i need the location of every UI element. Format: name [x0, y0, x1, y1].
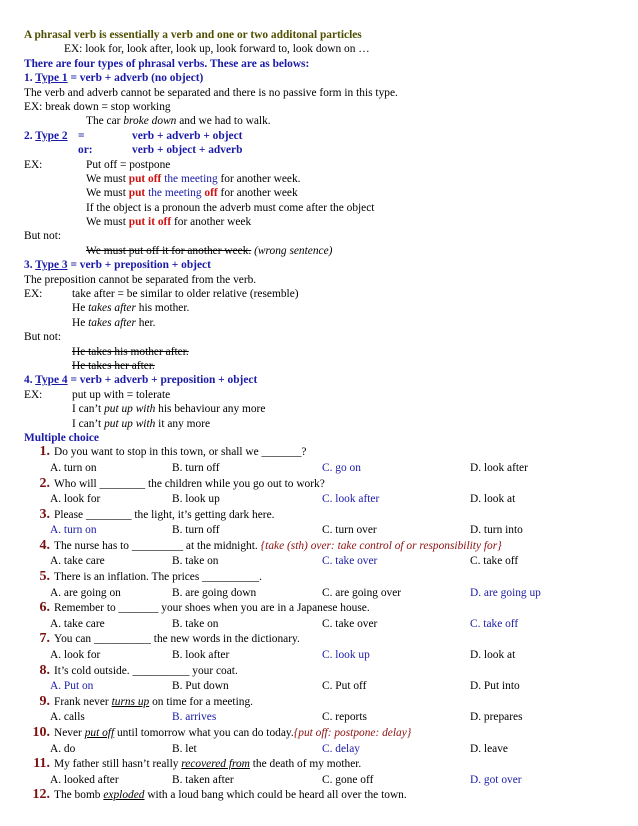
- type2-s1-c: the meeting: [161, 172, 218, 185]
- type3-s2-a: He: [72, 316, 89, 329]
- option-a[interactable]: A. do: [50, 742, 76, 755]
- type3-example-def: [24, 287, 624, 301]
- type1-example-sentence: [24, 114, 624, 128]
- type2-s2-a: We must: [86, 187, 129, 200]
- type1-ex1: break down = stop working: [45, 100, 171, 113]
- question-text-post: with a loud bang which could be heard all over the town.: [144, 789, 407, 802]
- option-c[interactable]: C. look up: [322, 649, 370, 662]
- type4-s2-a: I can’t: [72, 417, 105, 430]
- type3-s2-c: her.: [135, 316, 156, 329]
- question-text-pre: Never: [54, 727, 85, 740]
- option-c[interactable]: C. gone off: [322, 773, 374, 786]
- type2-s3-c: for another week: [171, 216, 252, 229]
- type2-wrong-note: (wrong sentence): [251, 244, 333, 257]
- multiple-choice-list: [24, 445, 624, 804]
- type2-but-not: But not:: [24, 230, 62, 243]
- type2-sentence1: [24, 172, 624, 186]
- question-row: [24, 539, 624, 555]
- type3-wrong1-text: He takes his mother after.: [72, 345, 189, 358]
- type2-s1-a: We must: [86, 172, 129, 185]
- option-a[interactable]: A. look for: [50, 649, 101, 662]
- type2-s2-b: put: [128, 187, 146, 200]
- question-text-post: on time for a meeting.: [149, 695, 254, 708]
- type2-num: 2.: [24, 129, 33, 142]
- type2-s1-d: for another week.: [217, 172, 301, 185]
- type3-ex-label: EX:: [24, 288, 43, 301]
- question-text: It’s cold outside. __________ your coat.: [54, 664, 238, 677]
- options-row: [24, 554, 624, 570]
- type3-s1-a: He: [72, 302, 89, 315]
- type4-sentence1: [24, 402, 624, 416]
- option-b[interactable]: B. turn off: [172, 524, 220, 537]
- option-b[interactable]: B. take on: [172, 555, 219, 568]
- option-a[interactable]: A. turn on: [50, 461, 97, 474]
- type2-s2-c: the meeting: [145, 187, 205, 200]
- type2-formula1: verb + adverb + object: [132, 129, 243, 142]
- type1-ex2-italic: broke down: [123, 115, 177, 128]
- intro-examples: EX: look for, look after, look up, look forward to, look down on …: [64, 43, 370, 56]
- question-text-post: the death of my mother.: [249, 758, 362, 771]
- type3-sentence1: [24, 301, 624, 315]
- question-row: [24, 664, 624, 680]
- type3-wrong2: [24, 359, 624, 373]
- question-underlined-phrase: put off: [84, 727, 115, 740]
- question-row: [24, 601, 624, 617]
- four-types-heading: There are four types of phrasal verbs. These are as belows:: [24, 57, 310, 70]
- question-number: 11.: [33, 756, 50, 772]
- option-b[interactable]: B. turn off: [172, 461, 220, 474]
- type2-eq: =: [78, 129, 85, 142]
- option-a[interactable]: A. looked after: [50, 773, 119, 786]
- options-row: [24, 461, 624, 477]
- type2-formula2: verb + object + adverb: [132, 144, 243, 157]
- options-row: [24, 648, 624, 664]
- question-row: [24, 445, 624, 461]
- type4-s1-b: put up with: [104, 403, 156, 416]
- type4-s2-b: put up with: [104, 417, 156, 430]
- type1-example-def: [24, 100, 624, 114]
- question-number: 2.: [39, 475, 50, 491]
- intro-title: A phrasal verb is essentially a verb and one or two additonal particles: [24, 29, 362, 41]
- type3-s1-b: takes after: [88, 302, 136, 315]
- type4-num: 4.: [24, 374, 33, 387]
- question-number: 3.: [39, 506, 50, 522]
- question-underlined-phrase: recovered from: [181, 758, 250, 771]
- type3-sentence2: [24, 316, 624, 330]
- question-row: [24, 726, 624, 742]
- type2-sentence3: [24, 215, 624, 229]
- question-note: {put off: postpone: delay}: [293, 727, 412, 740]
- option-c[interactable]: C. turn over: [322, 524, 377, 537]
- type2-or: or:: [78, 144, 93, 157]
- question-row: [24, 477, 624, 493]
- option-c[interactable]: C. delay: [322, 742, 360, 755]
- question-text-pre: The bomb: [54, 789, 104, 802]
- type4-heading: [24, 373, 624, 387]
- option-b[interactable]: B. Put down: [172, 680, 229, 693]
- option-c[interactable]: C. take over: [322, 555, 378, 568]
- question-underlined-phrase: turns up: [111, 695, 150, 708]
- question-text: The nurse has to _________ at the midnight.: [54, 539, 261, 552]
- option-c[interactable]: C. take over: [322, 617, 378, 630]
- options-row: [24, 679, 624, 695]
- option-c[interactable]: C. look after: [322, 493, 380, 506]
- question-number: 12.: [32, 787, 50, 803]
- type3-desc: The preposition cannot be separated from the verb.: [24, 273, 257, 286]
- question-text: There is an inflation. The prices __________.: [54, 571, 262, 584]
- type2-ex-label: EX:: [24, 158, 43, 171]
- question-underlined-phrase: exploded: [103, 789, 145, 802]
- option-d[interactable]: D. look after: [470, 461, 528, 474]
- type1-label: Type 1: [35, 72, 68, 85]
- option-b[interactable]: B. look up: [172, 493, 220, 506]
- type2-s3-b: put it off: [128, 216, 172, 229]
- option-d[interactable]: D. got over: [470, 773, 522, 786]
- question-row: [24, 508, 624, 524]
- option-d[interactable]: D. prepares: [470, 711, 523, 724]
- question-number: 10.: [32, 725, 50, 741]
- type2-s2-d: off: [204, 187, 218, 200]
- type2-sentence2: [24, 186, 624, 200]
- type4-ex-def: put up with = tolerate: [72, 388, 171, 401]
- question-row: [24, 632, 624, 648]
- option-a[interactable]: A. take care: [50, 555, 105, 568]
- type2-wrong: We must put off it for another week.: [86, 244, 252, 257]
- question-text-pre: My father still hasn’t really: [54, 758, 182, 771]
- type3-wrong1: [24, 345, 624, 359]
- type3-formula: = verb + preposition + object: [67, 259, 211, 272]
- options-row: [24, 523, 624, 539]
- options-row: [24, 617, 624, 633]
- type3-s1-c: his mother.: [135, 302, 190, 315]
- option-d[interactable]: D. turn into: [470, 524, 523, 537]
- option-b[interactable]: B. taken after: [172, 773, 234, 786]
- type1-heading: [24, 71, 624, 85]
- type1-formula: = verb + adverb (no object): [70, 72, 204, 85]
- type4-s1-c: his behaviour any more: [155, 403, 266, 416]
- option-d[interactable]: C. take off: [470, 617, 519, 630]
- type1-desc: The verb and adverb cannot be separated and there is no passive form in this type.: [24, 86, 398, 99]
- question-number: 9.: [39, 693, 50, 709]
- type4-sentence2: [24, 417, 624, 431]
- option-c[interactable]: C. Put off: [322, 680, 367, 693]
- question-text: Please ________ the light, it’s getting dark here.: [54, 508, 275, 521]
- question-row: [24, 570, 624, 586]
- type3-s2-b: takes after: [88, 316, 136, 329]
- type1-ex-label: EX:: [24, 100, 43, 113]
- type1-ex2-pre: The car: [86, 115, 124, 128]
- option-d[interactable]: D. leave: [470, 742, 508, 755]
- question-row: [24, 757, 624, 773]
- type3-heading: [24, 258, 624, 272]
- question-number: 7.: [39, 631, 50, 647]
- type2-s1-b: put off: [128, 172, 162, 185]
- question-text: Who will ________ the children while you go out to work?: [54, 477, 325, 490]
- type3-but-not: But not:: [24, 331, 62, 344]
- multiple-choice-heading: Multiple choice: [24, 431, 99, 444]
- type2-example-def: [24, 158, 624, 172]
- type2-or-line: [24, 143, 624, 157]
- question-row: [24, 695, 624, 711]
- options-row: [24, 492, 624, 508]
- option-d[interactable]: C. take off: [470, 555, 519, 568]
- option-b[interactable]: B. take on: [172, 617, 219, 630]
- document-page: [24, 28, 624, 804]
- option-a[interactable]: A. calls: [50, 711, 85, 724]
- question-number: 5.: [39, 569, 50, 585]
- option-d[interactable]: D. look at: [470, 493, 516, 506]
- type2-heading: [24, 129, 624, 143]
- type4-s1-a: I can’t: [72, 403, 105, 416]
- option-d[interactable]: D. are going up: [470, 586, 541, 599]
- question-number: 8.: [39, 662, 50, 678]
- option-b[interactable]: B. look after: [172, 649, 230, 662]
- type1-ex2-post: and we had to walk.: [176, 115, 271, 128]
- question-note: {take (sth) over: take control of or responsibility for}: [260, 539, 502, 552]
- type1-num: 1.: [24, 72, 33, 85]
- question-number: 1.: [39, 444, 50, 460]
- type3-wrong2-text: He takes her after.: [72, 359, 155, 372]
- options-row: [24, 742, 624, 758]
- question-text: You can __________ the new words in the dictionary.: [54, 633, 300, 646]
- question-row: [24, 788, 624, 804]
- type3-ex-def: take after = be similar to older relative (resemble): [72, 288, 299, 301]
- question-number: 4.: [39, 537, 50, 553]
- type4-s2-c: it any more: [155, 417, 211, 430]
- option-a[interactable]: A. turn on: [50, 524, 97, 537]
- option-b[interactable]: B. are going down: [172, 586, 257, 599]
- type2-ex-def: Put off = postpone: [86, 158, 171, 171]
- option-c[interactable]: C. reports: [322, 711, 367, 724]
- type3-num: 3.: [24, 259, 33, 272]
- options-row: [24, 710, 624, 726]
- type2-wrong-sentence: [24, 244, 624, 258]
- type4-label: Type 4: [35, 374, 68, 387]
- type2-label: Type 2: [35, 129, 68, 142]
- question-number: 6.: [39, 600, 50, 616]
- option-b[interactable]: B. let: [172, 742, 197, 755]
- option-a[interactable]: A. Put on: [50, 680, 94, 693]
- option-b[interactable]: B. arrives: [172, 711, 217, 724]
- question-text: Remember to _______ your shoes when you are in a Japanese house.: [54, 602, 370, 615]
- type2-s2-e: for another week: [217, 187, 298, 200]
- type4-example-def: [24, 388, 624, 402]
- options-row: [24, 773, 624, 789]
- type2-pronoun-rule: If the object is a pronoun the adverb must come after the object: [86, 201, 375, 214]
- type4-ex-label: EX:: [24, 388, 43, 401]
- option-a[interactable]: A. look for: [50, 493, 101, 506]
- type2-s3-a: We must: [86, 216, 129, 229]
- options-row: [24, 586, 624, 602]
- type3-label: Type 3: [35, 259, 68, 272]
- option-a[interactable]: A. take care: [50, 617, 105, 630]
- option-d[interactable]: D. look at: [470, 649, 516, 662]
- question-text-post: until tomorrow what you can do today.: [114, 727, 294, 740]
- option-d[interactable]: D. Put into: [470, 680, 520, 693]
- option-c[interactable]: C. are going over: [322, 586, 402, 599]
- option-c[interactable]: C. go on: [322, 461, 361, 474]
- option-a[interactable]: A. are going on: [50, 586, 121, 599]
- question-text: Do you want to stop in this town, or shall we _______?: [54, 446, 307, 459]
- type4-formula: = verb + adverb + preposition + object: [67, 374, 258, 387]
- question-text-pre: Frank never: [54, 695, 112, 708]
